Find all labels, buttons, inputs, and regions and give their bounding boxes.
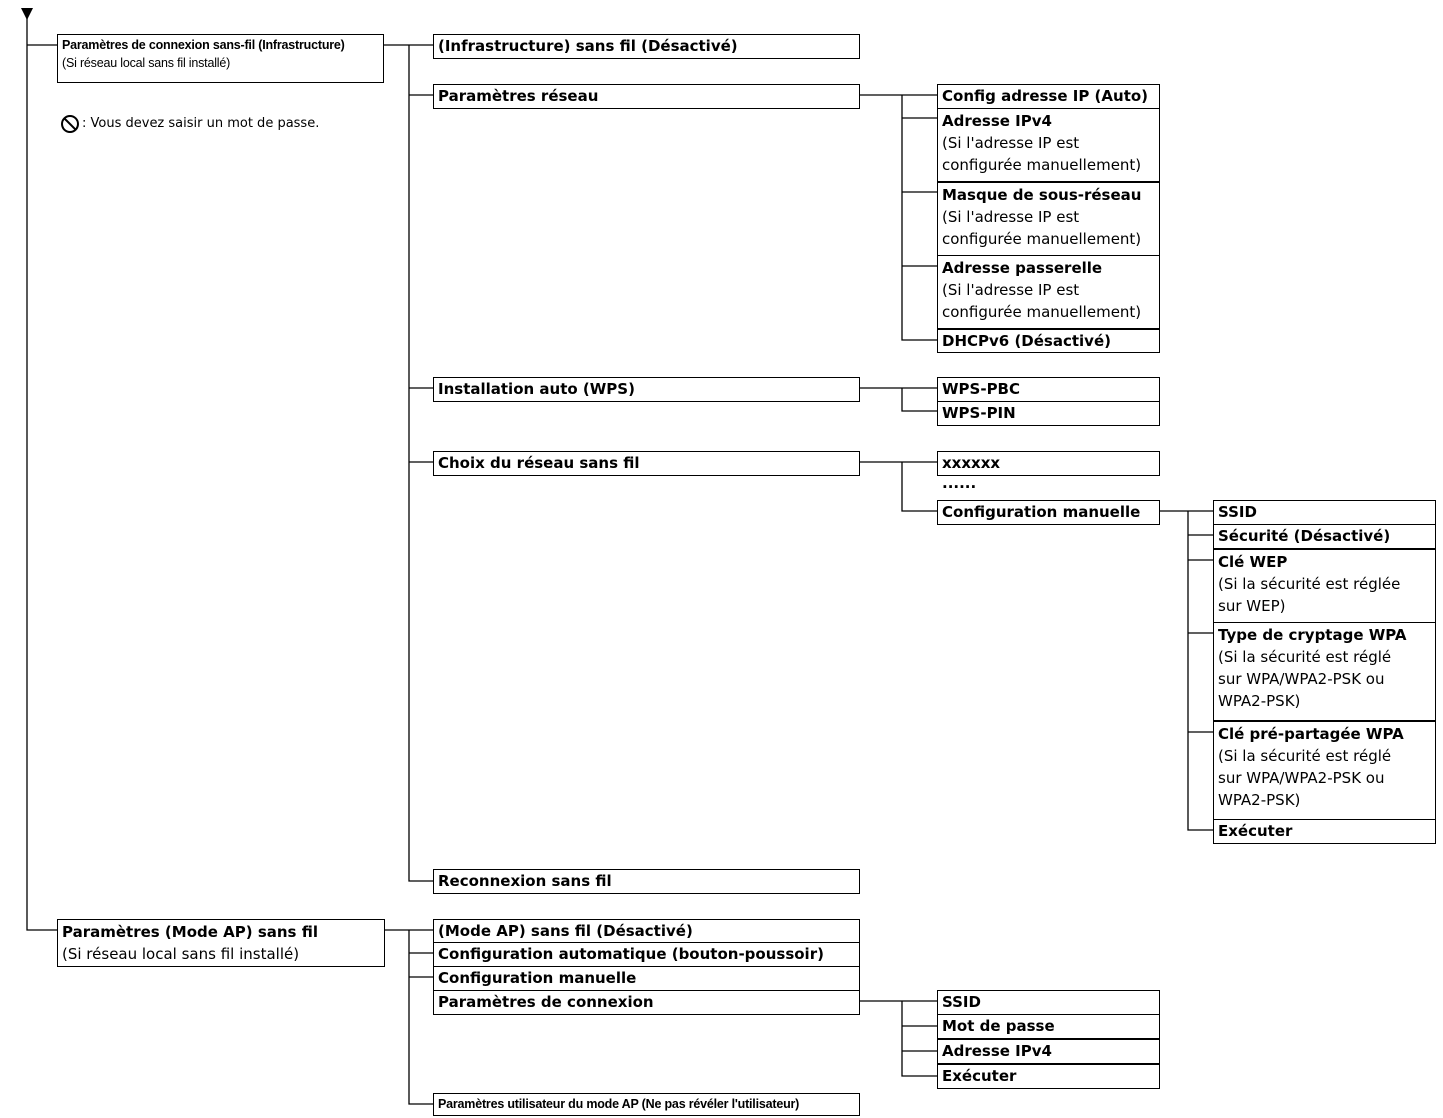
infra-settings-box[interactable] [57,34,384,83]
ssid-example-item[interactable]: xxxxxx [937,451,1160,476]
password-note [60,114,319,134]
wireless-reconnect-item[interactable]: Reconnexion sans fil [433,869,860,894]
root-arrow-icon [21,8,33,20]
password-note-text: : Vous devez saisir un mot de passe. [82,116,320,131]
manual-ssid-item[interactable]: SSID [1213,500,1436,525]
manual-execute-item[interactable]: Exécuter [1213,819,1436,844]
wps-pin-item[interactable]: WPS-PIN [937,401,1160,426]
ap-enable-item[interactable]: (Mode AP) sans fil (Désactivé) [433,919,860,944]
security-item[interactable]: Sécurité (Désactivé) [1213,524,1436,549]
ap-password-item[interactable]: Mot de passe [937,1014,1160,1039]
wps-pbc-item[interactable]: WPS-PBC [937,377,1160,402]
infra-enable-item[interactable]: (Infrastructure) sans fil (Désactivé) [433,34,860,59]
more-networks-ellipsis: ...... [942,474,977,492]
ap-user-settings-item[interactable]: Paramètres utilisateur du mode AP (Ne pas révéler l'utilisateur) [433,1093,860,1116]
wireless-network-choice-item[interactable]: Choix du réseau sans fil [433,451,860,476]
manual-config-item[interactable]: Configuration manuelle [937,500,1160,525]
ap-connection-settings-item[interactable]: Paramètres de connexion [433,990,860,1015]
wpa-encryption-type-item[interactable]: Type de cryptage WPA (Si la sécurité est réglé sur WPA/WPA2-PSK ou WPA2-PSK) [1213,622,1436,721]
infra-settings-title: Paramètres de connexion sans-fil (Infrastructure) [62,38,345,52]
wpa-preshared-key-item[interactable]: Clé pré-partagée WPA (Si la sécurité est réglé sur WPA/WPA2-PSK ou WPA2-PSK) [1213,721,1436,820]
ip-config-item[interactable]: Config adresse IP (Auto) [937,84,1160,109]
wep-key-item[interactable]: Clé WEP (Si la sécurité est réglée sur WEP) [1213,549,1436,623]
no-entry-icon [60,114,80,134]
ap-settings-title: Paramètres (Mode AP) sans fil [62,923,318,941]
gateway-address-item[interactable]: Adresse passerelle (Si l'adresse IP est configurée manuellement) [937,255,1160,329]
ap-settings-box[interactable] [57,919,385,967]
subnet-mask-item[interactable]: Masque de sous-réseau (Si l'adresse IP est configurée manuellement) [937,182,1160,256]
network-settings-item[interactable]: Paramètres réseau [433,84,860,109]
ap-ipv4-item[interactable]: Adresse IPv4 [937,1039,1160,1064]
infra-settings-subtitle: (Si réseau local sans fil installé) [62,56,231,70]
dhcpv6-item[interactable]: DHCPv6 (Désactivé) [937,329,1160,353]
ap-auto-config-item[interactable]: Configuration automatique (bouton-poussoir) [433,942,860,967]
ap-execute-item[interactable]: Exécuter [937,1064,1160,1089]
ap-manual-config-item[interactable]: Configuration manuelle [433,966,860,991]
wps-auto-install-item[interactable]: Installation auto (WPS) [433,377,860,402]
ap-ssid-item[interactable]: SSID [937,990,1160,1015]
ap-settings-subtitle: (Si réseau local sans fil installé) [62,945,300,963]
ipv4-address-item[interactable]: Adresse IPv4 (Si l'adresse IP est configurée manuellement) [937,108,1160,182]
